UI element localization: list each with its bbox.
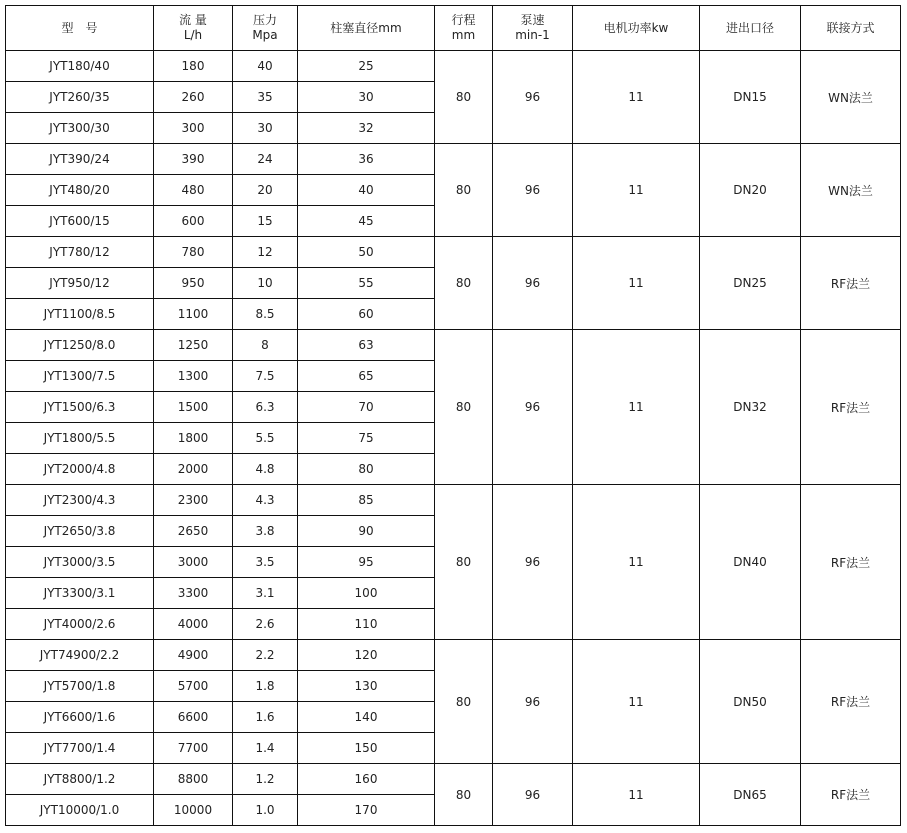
model-cell: JYT2650/3.8	[6, 516, 154, 547]
model-cell: JYT3000/3.5	[6, 547, 154, 578]
header-flow	[154, 6, 233, 51]
flow-cell: 390	[154, 144, 233, 175]
pressure-cell: 15	[233, 206, 298, 237]
flow-cell: 180	[154, 51, 233, 82]
flow-cell: 7700	[154, 733, 233, 764]
pressure-cell: 12	[233, 237, 298, 268]
stroke-cell: 80	[435, 144, 493, 237]
port-size-cell: DN65	[700, 764, 801, 826]
plunger-diameter-cell: 80	[298, 454, 435, 485]
flow-cell: 10000	[154, 795, 233, 826]
pressure-cell: 8	[233, 330, 298, 361]
pressure-cell: 5.5	[233, 423, 298, 454]
model-cell: JYT600/15	[6, 206, 154, 237]
model-cell: JYT950/12	[6, 268, 154, 299]
plunger-diameter-cell: 160	[298, 764, 435, 795]
pressure-cell: 1.6	[233, 702, 298, 733]
port-size-cell: DN40	[700, 485, 801, 640]
port-size-cell: DN32	[700, 330, 801, 485]
pressure-cell: 7.5	[233, 361, 298, 392]
plunger-diameter-cell: 50	[298, 237, 435, 268]
pressure-cell: 4.8	[233, 454, 298, 485]
motor-power-cell: 11	[573, 237, 700, 330]
model-cell: JYT1100/8.5	[6, 299, 154, 330]
pressure-cell: 3.1	[233, 578, 298, 609]
pressure-cell: 10	[233, 268, 298, 299]
pressure-cell: 20	[233, 175, 298, 206]
stroke-cell: 80	[435, 237, 493, 330]
header-pressure-line: Mpa	[252, 28, 278, 42]
pressure-cell: 24	[233, 144, 298, 175]
flow-cell: 3000	[154, 547, 233, 578]
pressure-cell: 35	[233, 82, 298, 113]
motor-power-cell: 11	[573, 51, 700, 144]
header-port-size-line: 进出口径	[725, 20, 774, 35]
model-cell: JYT2000/4.8	[6, 454, 154, 485]
pump-speed-cell: 96	[493, 330, 573, 485]
plunger-diameter-cell: 170	[298, 795, 435, 826]
connection-type-cell: WN法兰	[801, 144, 901, 237]
table-row	[6, 764, 901, 795]
pump-speed-cell: 96	[493, 640, 573, 764]
port-size-cell: DN20	[700, 144, 801, 237]
pressure-cell: 3.5	[233, 547, 298, 578]
model-cell: JYT1500/6.3	[6, 392, 154, 423]
connection-type-cell: RF法兰	[801, 330, 901, 485]
model-cell: JYT480/20	[6, 175, 154, 206]
model-cell: JYT390/24	[6, 144, 154, 175]
port-size-cell: DN15	[700, 51, 801, 144]
stroke-cell: 80	[435, 640, 493, 764]
table-body	[6, 51, 901, 826]
stroke-cell: 80	[435, 764, 493, 826]
plunger-diameter-cell: 95	[298, 547, 435, 578]
header-pump-speed	[493, 6, 573, 51]
plunger-diameter-cell: 120	[298, 640, 435, 671]
flow-cell: 2300	[154, 485, 233, 516]
header-pump-speed-line: min-1	[515, 28, 550, 42]
flow-cell: 1100	[154, 299, 233, 330]
flow-cell: 260	[154, 82, 233, 113]
header-port-size	[700, 6, 801, 51]
flow-cell: 5700	[154, 671, 233, 702]
flow-cell: 780	[154, 237, 233, 268]
header-connection-type	[801, 6, 901, 51]
pump-speed-cell: 96	[493, 51, 573, 144]
header-flow-line: 流 量	[179, 13, 207, 27]
plunger-diameter-cell: 40	[298, 175, 435, 206]
stroke-cell: 80	[435, 330, 493, 485]
model-cell: JYT1250/8.0	[6, 330, 154, 361]
model-cell: JYT3300/3.1	[6, 578, 154, 609]
header-stroke	[435, 6, 493, 51]
pressure-cell: 6.3	[233, 392, 298, 423]
flow-cell: 300	[154, 113, 233, 144]
model-cell: JYT1800/5.5	[6, 423, 154, 454]
flow-cell: 1500	[154, 392, 233, 423]
table-row	[6, 640, 901, 671]
connection-type-cell: WN法兰	[801, 51, 901, 144]
model-cell: JYT8800/1.2	[6, 764, 154, 795]
header-pump-speed-line: 泵速	[520, 13, 545, 27]
header-pressure-line: 压力	[252, 13, 277, 27]
plunger-diameter-cell: 100	[298, 578, 435, 609]
flow-cell: 950	[154, 268, 233, 299]
plunger-diameter-cell: 60	[298, 299, 435, 330]
model-cell: JYT5700/1.8	[6, 671, 154, 702]
model-cell: JYT780/12	[6, 237, 154, 268]
header-plunger-diameter	[298, 6, 435, 51]
flow-cell: 1300	[154, 361, 233, 392]
model-cell: JYT300/30	[6, 113, 154, 144]
motor-power-cell: 11	[573, 764, 700, 826]
pressure-cell: 4.3	[233, 485, 298, 516]
model-cell: JYT260/35	[6, 82, 154, 113]
model-cell: JYT2300/4.3	[6, 485, 154, 516]
motor-power-cell: 11	[573, 330, 700, 485]
plunger-diameter-cell: 70	[298, 392, 435, 423]
pump-speed-cell: 96	[493, 485, 573, 640]
pressure-cell: 30	[233, 113, 298, 144]
header-model	[6, 6, 154, 51]
header-row	[6, 6, 901, 51]
pressure-cell: 1.4	[233, 733, 298, 764]
spec-table	[5, 5, 901, 826]
model-cell: JYT74900/2.2	[6, 640, 154, 671]
plunger-diameter-cell: 130	[298, 671, 435, 702]
table-row	[6, 485, 901, 516]
pressure-cell: 2.2	[233, 640, 298, 671]
pump-speed-cell: 96	[493, 764, 573, 826]
connection-type-cell: RF法兰	[801, 640, 901, 764]
model-cell: JYT180/40	[6, 51, 154, 82]
pressure-cell: 1.2	[233, 764, 298, 795]
plunger-diameter-cell: 140	[298, 702, 435, 733]
header-stroke-line: 行程	[451, 13, 476, 27]
pressure-cell: 1.0	[233, 795, 298, 826]
flow-cell: 3300	[154, 578, 233, 609]
motor-power-cell: 11	[573, 640, 700, 764]
header-motor-power	[573, 6, 700, 51]
connection-type-cell: RF法兰	[801, 237, 901, 330]
flow-cell: 1800	[154, 423, 233, 454]
plunger-diameter-cell: 63	[298, 330, 435, 361]
flow-cell: 4900	[154, 640, 233, 671]
plunger-diameter-cell: 65	[298, 361, 435, 392]
pressure-cell: 2.6	[233, 609, 298, 640]
plunger-diameter-cell: 90	[298, 516, 435, 547]
pump-speed-cell: 96	[493, 144, 573, 237]
plunger-diameter-cell: 75	[298, 423, 435, 454]
header-stroke-line: mm	[451, 28, 476, 42]
table-row	[6, 330, 901, 361]
model-cell: JYT10000/1.0	[6, 795, 154, 826]
table-row	[6, 144, 901, 175]
model-cell: JYT6600/1.6	[6, 702, 154, 733]
motor-power-cell: 11	[573, 485, 700, 640]
port-size-cell: DN50	[700, 640, 801, 764]
pressure-cell: 40	[233, 51, 298, 82]
flow-cell: 1250	[154, 330, 233, 361]
connection-type-cell: RF法兰	[801, 485, 901, 640]
stroke-cell: 80	[435, 485, 493, 640]
header-pressure	[233, 6, 298, 51]
header-plunger-diameter-line: 柱塞直径mm	[330, 20, 402, 35]
motor-power-cell: 11	[573, 144, 700, 237]
pump-speed-cell: 96	[493, 237, 573, 330]
connection-type-cell: RF法兰	[801, 764, 901, 826]
header-flow-line: L/h	[183, 28, 203, 42]
flow-cell: 8800	[154, 764, 233, 795]
table-row	[6, 51, 901, 82]
model-cell: JYT4000/2.6	[6, 609, 154, 640]
header-model-line: 型 号	[61, 20, 98, 35]
flow-cell: 6600	[154, 702, 233, 733]
pressure-cell: 1.8	[233, 671, 298, 702]
plunger-diameter-cell: 32	[298, 113, 435, 144]
header-motor-power-line: 电机功率kw	[603, 20, 669, 35]
plunger-diameter-cell: 55	[298, 268, 435, 299]
model-cell: JYT1300/7.5	[6, 361, 154, 392]
plunger-diameter-cell: 45	[298, 206, 435, 237]
plunger-diameter-cell: 30	[298, 82, 435, 113]
flow-cell: 2650	[154, 516, 233, 547]
port-size-cell: DN25	[700, 237, 801, 330]
model-cell: JYT7700/1.4	[6, 733, 154, 764]
plunger-diameter-cell: 36	[298, 144, 435, 175]
flow-cell: 2000	[154, 454, 233, 485]
flow-cell: 480	[154, 175, 233, 206]
plunger-diameter-cell: 110	[298, 609, 435, 640]
pressure-cell: 8.5	[233, 299, 298, 330]
pressure-cell: 3.8	[233, 516, 298, 547]
flow-cell: 600	[154, 206, 233, 237]
header-connection-type-line: 联接方式	[826, 20, 875, 35]
flow-cell: 4000	[154, 609, 233, 640]
plunger-diameter-cell: 150	[298, 733, 435, 764]
plunger-diameter-cell: 85	[298, 485, 435, 516]
table-row	[6, 237, 901, 268]
plunger-diameter-cell: 25	[298, 51, 435, 82]
stroke-cell: 80	[435, 51, 493, 144]
